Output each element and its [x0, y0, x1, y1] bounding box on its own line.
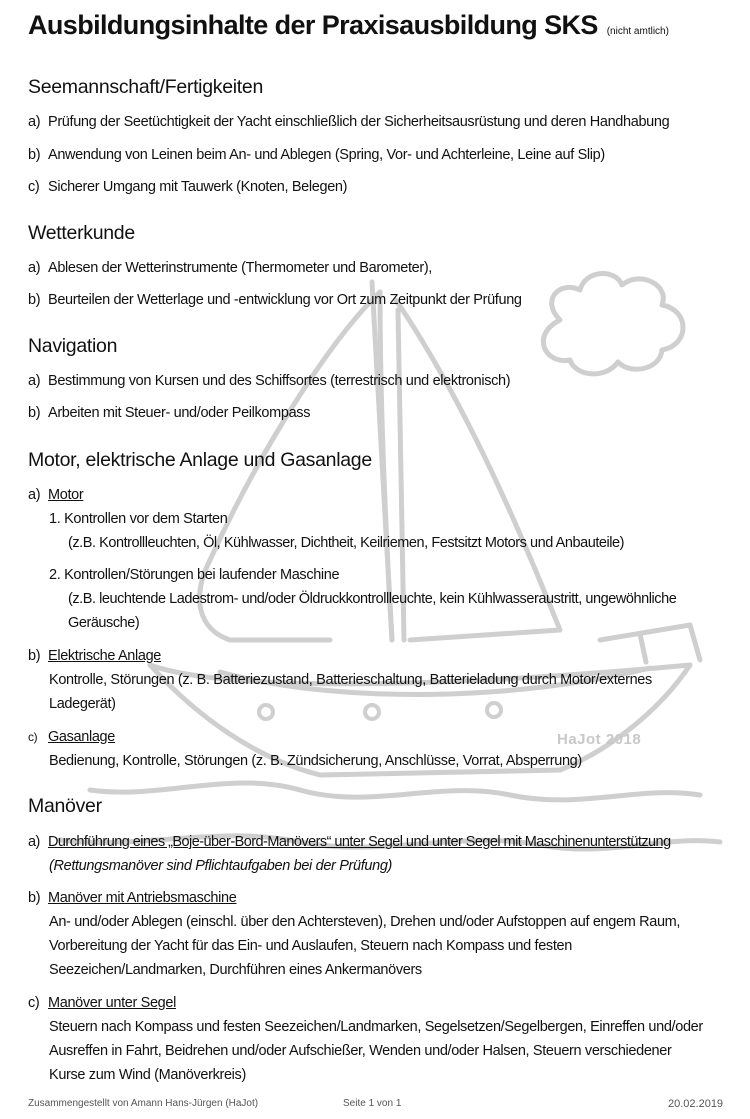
title-note: (nicht amtlich)	[606, 26, 669, 37]
list-item: a) Motor	[28, 487, 84, 503]
list-item-detail: Seezeichen/Landmarken, Durchführen eines Ankermanövers	[49, 962, 422, 978]
list-item: a) Ablesen der Wetterinstrumente (Thermometer und Barometer),	[28, 260, 432, 276]
section-heading-navigation: Navigation	[28, 335, 118, 357]
list-item-detail: Steuern nach Kompass und festen Seezeichen/Landmarken, Segelsetzen/Segelbergen, Einreffen und/oder	[49, 1019, 703, 1035]
list-item-detail: Geräusche)	[68, 615, 140, 631]
section-heading-seemannschaft: Seemannschaft/Fertigkeiten	[28, 76, 263, 98]
section-heading-wetterkunde: Wetterkunde	[28, 222, 135, 244]
list-item-detail: Ladegerät)	[49, 696, 116, 712]
list-item: b) Manöver mit Antriebsmaschine	[28, 890, 237, 906]
list-item-detail: Ausreffen in Fahrt, Beidrehen und/oder Aufschießer, Wenden und/oder Halsen, Steuern verschiedener	[49, 1043, 672, 1059]
page-title: Ausbildungsinhalte der Praxisausbildung SKS (nicht amtlich)	[28, 10, 669, 40]
list-item: 2. Kontrollen/Störungen bei laufender Maschine	[49, 567, 340, 583]
list-item: c) Manöver unter Segel	[28, 995, 176, 1011]
list-item: b) Arbeiten mit Steuer- und/oder Peilkompass	[28, 405, 311, 421]
section-heading-manoever: Manöver	[28, 795, 102, 817]
footer-date: 20.02.2019	[668, 1098, 724, 1110]
list-item: a) Prüfung der Seetüchtigkeit der Yacht einschließlich der Sicherheitsausrüstung und deren Handhabung	[28, 114, 670, 130]
footer-author: Zusammengestellt von Amann Hans-Jürgen (HaJot)	[28, 1098, 259, 1109]
list-item-detail: (z.B. Kontrollleuchten, Öl, Kühlwasser, Dichtheit, Keilriemen, Festsitzt Motors und Anbauteile)	[68, 535, 625, 551]
list-item: a) Durchführung eines „Boje-über-Bord-Manövers“ unter Segel und unter Segel mit Maschinenunterstützung	[28, 834, 671, 850]
watermark-text: HaJot 2018	[557, 731, 642, 748]
list-item: c) Sicherer Umgang mit Tauwerk (Knoten, Belegen)	[28, 179, 348, 195]
list-item: a) Bestimmung von Kursen und des Schiffsortes (terrestrisch und elektronisch)	[28, 373, 511, 389]
list-item-detail: (z.B. leuchtende Ladestrom- und/oder Öldruckkontrollleuchte, kein Kühlwasseraustritt, ungewöhnliche	[68, 591, 677, 607]
section-heading-motor: Motor, elektrische Anlage und Gasanlage	[28, 449, 372, 471]
list-item: b) Elektrische Anlage	[28, 648, 161, 664]
list-item: c) Gasanlage	[28, 729, 115, 745]
list-item-detail: Bedienung, Kontrolle, Störungen (z. B. Zündsicherung, Anschlüsse, Vorrat, Absperrung)	[49, 753, 582, 769]
list-item: 1. Kontrollen vor dem Starten	[49, 511, 228, 527]
list-item: b) Anwendung von Leinen beim An- und Ablegen (Spring, Vor- und Achterleine, Leine auf Slip)	[28, 147, 605, 163]
list-item-detail: Kurse zum Wind (Manöverkreis)	[49, 1067, 246, 1083]
list-item-detail: Kontrolle, Störungen (z. B. Batteriezustand, Batterieschaltung, Batterieladung durch Motor/externes	[49, 672, 652, 688]
footer-page-number: Seite 1 von 1	[343, 1098, 402, 1109]
list-item: b) Beurteilen der Wetterlage und -entwicklung vor Ort zum Zeitpunkt der Prüfung	[28, 292, 522, 308]
list-item-detail: Vorbereitung der Yacht für das Ein- und Auslaufen, Steuern nach Kompass und festen	[49, 938, 572, 954]
list-item-note: (Rettungsmanöver sind Pflichtaufgaben bei der Prüfung)	[49, 858, 393, 874]
list-item-detail: An- und/oder Ablegen (einschl. über den Achtersteven), Drehen und/oder Aufstoppen auf engem Raum,	[49, 914, 681, 930]
